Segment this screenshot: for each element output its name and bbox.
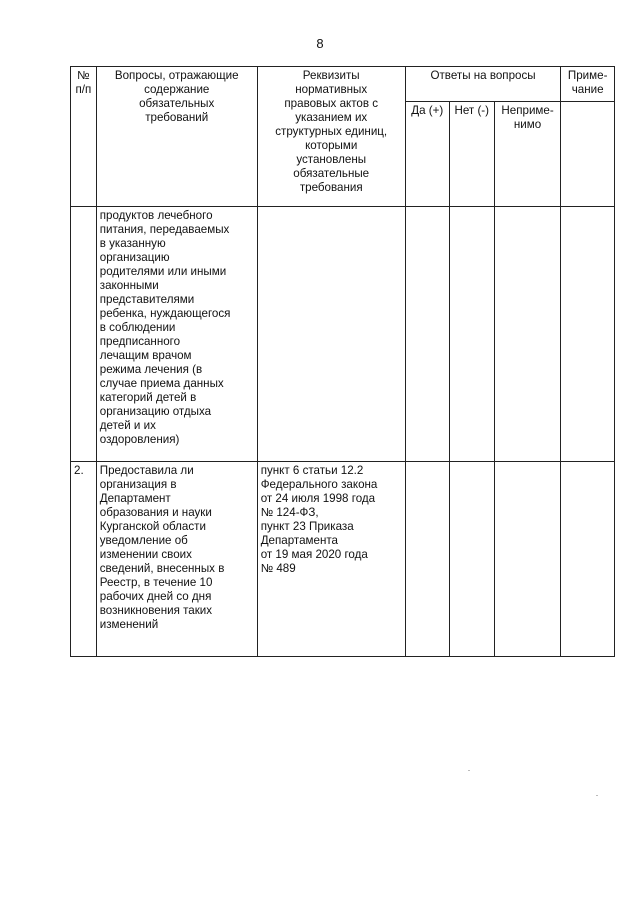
header-answers: Ответы на вопросы [405,67,561,102]
header-row [71,67,615,102]
answer-na-cell [494,462,561,657]
answer-no-cell [449,462,494,657]
row-num: 2. [71,462,97,657]
header-requisites: Реквизиты нормативных правовых актов с указанием их структурных единиц, которыми установлены обязательные требования [257,67,405,207]
row-num [71,207,97,462]
table-row [71,207,615,462]
header-note-empty [561,102,615,207]
answer-yes-cell [405,207,449,462]
row-requisites: пункт 6 статьи 12.2 Федерального закона от 24 июля 1998 года № 124-ФЗ, пункт 23 Приказа Департамента от 19 мая 2020 года № 489 [257,462,405,657]
row-question: Предоставила ли организация в Департамент образования и науки Курганской области уведомление об изменении своих сведений, внесенных в Реестр, в течение 10 рабочих дней со дня возникновения таких изменений [96,462,257,657]
answer-no-cell [449,207,494,462]
header-num: № п/п [71,67,97,207]
header-note: Приме- чание [561,67,615,102]
answer-na-cell [494,207,561,462]
row-requisites [257,207,405,462]
row-question: продуктов лечебного питания, передаваемых в указанную организацию родителями или иными законными представителями ребенка, нуждающегося в соблюдении предписанного лечащим врачом режима лечения (в случае приема данных категорий детей в организацию отдыха детей и их оздоровления) [96,207,257,462]
answer-yes-cell [405,462,449,657]
note-cell [561,462,615,657]
header-na: Неприме- нимо [494,102,561,207]
header-yes: Да (+) [405,102,449,207]
checklist-table [70,66,615,657]
header-no: Нет (-) [449,102,494,207]
scan-speck [596,795,598,796]
scan-speck [468,770,470,771]
note-cell [561,207,615,462]
page-number: 8 [316,36,324,51]
table-row [71,462,615,657]
header-question: Вопросы, отражающие содержание обязательных требований [96,67,257,207]
